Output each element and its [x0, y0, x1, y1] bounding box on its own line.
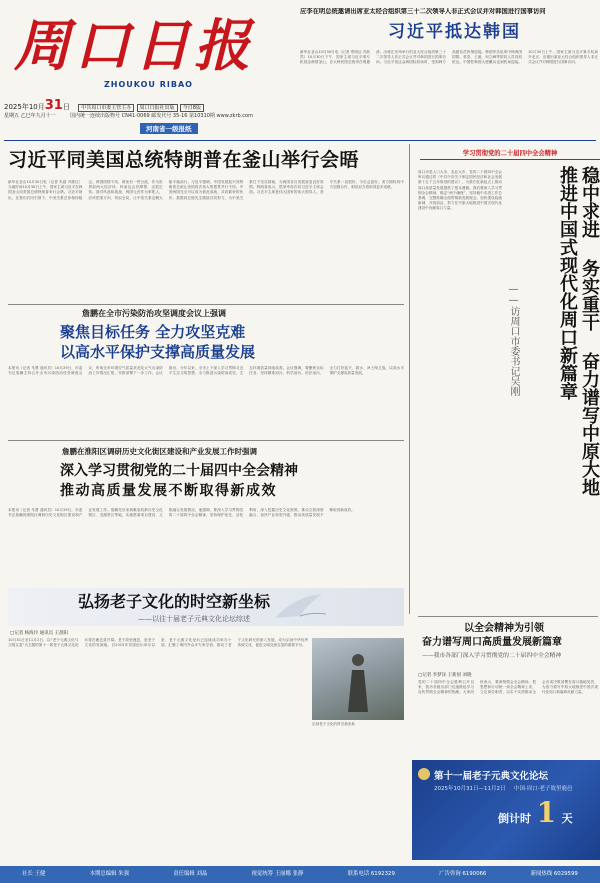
footer-item: 新闻热线 6029599	[530, 871, 578, 877]
laozi-body: 10月31日至11月2日，以“老子元典文化与文明互鉴”为主题的第十一届老子元典文化论坛将在鹿邑县开幕。老子故里鹿邑，是老子文化的发源地。自2015年首届论坛举办以来，老子元典文化论坛已连续成功举办十届，汇聚了海内外众多专家学者，推动了老子文化研究的深入发展，成为弘扬中华优秀传统文化、促进文明交流互鉴的重要平台。	[8, 638, 308, 648]
laozi-subtitle: ——以往十届老子元典文化论坛综述	[138, 615, 250, 623]
date-line	[4, 98, 294, 113]
date-suffix: 日	[62, 103, 70, 111]
top-story-body: 新华社釜山10月30日电（记者 郑明达 冯歆然）10月30日下午，国家主席习近平乘专机抵达韩国釜山，应大韩民国总统李在明邀请，出席在庆州举行的亚太经合组织第三十二次领导人非正式会议并对韩国进行国事访问。习近平抵达金海国际机场时，受到韩方高级官员热情迎接。韩国军乐队奏中韩两国国歌。蔡奇、王毅、何立峰等陪同人员同机抵达。中国驻韩国大使戴兵也到机场迎接。10月30日上午，国家主席习近平乘专机离开北京，应邀出席亚太经合组织领导人非正式会议并对韩国进行国事访问。	[300, 50, 598, 65]
top-story-subtitle: 应李在明总统邀请出席亚太经合组织第三十二次领导人非正式会议并对韩国进行国事访问	[300, 8, 546, 15]
footer-item: 社长 王健	[22, 871, 46, 877]
ad-countdown	[498, 796, 573, 829]
main-story-body: 新华社釜山10月30日电（记者 朱超 乔继红）当地时间10月30日上午，国家主席习近平在韩国釜山同美国总统特朗普举行会晤。习近平指出，在我们共同引领下，中美关系总体保持稳定。两国国情不同，难免有一些分歧，作为世界前两大经济体，时而也会有摩擦，这很正常。面对风浪和挑战，两国元首作为掌舵人，应该把准方向、驾驭全局，让中美关系这艘大船平稳前行。习近平强调，中国发展振兴同特朗普总统让美国再次伟大的愿景并行不悖。中美两国完全可以成为彼此成就、共同繁荣的伙伴。我愿同总统先生继续共同努力，为中美关系打下坚实基础，为两国各自发展营造良好氛围。特朗普表示，很荣幸再次同习近平主席会面。习近平主席是伟大国家的伟大领导人。美中关系一直很好，今后会更好。美方期待同中方加强合作，相信双方将取得更多成就。	[8, 180, 404, 200]
lead-title-1: 以全会精神为引领	[464, 623, 544, 634]
forum-ad	[412, 760, 600, 860]
story-huaiyang	[0, 440, 408, 582]
pollution-title-1: 聚焦目标任务 全力攻坚克难	[60, 323, 246, 341]
laozi-photo	[312, 638, 404, 720]
pollution-body: 本报讯（记者 朱勇 通讯员）10月29日，市委书记詹鹏主持召开全市污染防治攻坚调度会议，听取全市环境空气质量状况及大气污染防治工作情况汇报，安排部署下一步工作。会议指出，今年以来，全市上下深入学习贯彻习近平生态文明思想，全力推进污染防治攻坚，生态环境质量持续改善。会议强调，要聚焦目标任务，坚持精准治污、科学治污、依法治污，全力打好蓝天、碧水、净土保卫战，以高水平保护支撑高质量发展。	[8, 366, 404, 376]
top-story	[298, 0, 600, 140]
laozi-photo-caption: 弘扬老子文化的时空新坐标	[312, 722, 356, 726]
footer-item: 广告咨询 6190066	[439, 871, 487, 877]
cn-code: 国内统一连续出版物号 CN41-0069	[70, 113, 150, 119]
pollution-kicker: 詹鹏在全市污染防治攻坚调度会议上强调	[82, 308, 226, 318]
website: www.zkrb.com	[216, 113, 253, 119]
footer-item: 视觉统筹 王丽娜 张静	[251, 871, 304, 877]
sidebar-subtitle: ——访周口市委书记吴刚	[508, 284, 519, 396]
footer-item: 联系电话 6192329	[347, 871, 395, 877]
main-story	[0, 144, 408, 304]
pollution-title-2: 以高水平保护支撑高质量发展	[60, 343, 256, 361]
sponsor-2: 周口日报社出版	[137, 104, 178, 112]
date-prefix: 2025年10月	[4, 103, 45, 111]
newspaper-logo: 周口日报	[14, 13, 254, 79]
pages-count: 今日8版	[180, 104, 204, 112]
sponsor-1: 中共周口市委主管主办	[78, 104, 134, 112]
sidebar-label: 学习贯彻党的二十届四中全会精神	[420, 148, 600, 160]
footer-item: 本期总编辑 朱强	[89, 871, 130, 877]
sidebar-interview	[412, 144, 600, 614]
weekday-line: 星期五 乙巳年九月十一	[4, 113, 56, 119]
top-story-title: 习近平抵达韩国	[388, 22, 521, 42]
date-day: 31	[44, 98, 63, 113]
ad-title: 第十一届老子元典文化论坛	[434, 771, 549, 782]
post-code: 邮发代号 35-16	[151, 113, 188, 119]
newspaper-pinyin: ZHOUKOU RIBAO	[104, 80, 193, 89]
issue-number: 第10310期	[189, 113, 215, 119]
divider-lead	[418, 616, 598, 617]
photo-figure-icon	[340, 650, 376, 714]
huaiyang-kicker: 詹鹏在淮阳区调研历史文化街区建设和产业发展工作时强调	[62, 447, 257, 456]
ad-countdown-label: 倒计时	[498, 812, 531, 825]
lead-title-2: 奋力谱写周口高质量发展新篇章	[422, 637, 562, 648]
lead-body: 党的二十届四中全会胜利召开以来，我市各级各部门迅速掀起学习宣传贯彻全会精神的热潮。大家纷纷表示，要深刻领会全会精神，把思想和行动统一到全会精神上来，立足岗位职责，以实干实绩推动全会各项决策部署在周口落地见效，为奋力谱写中原大地推进中国式现代化周口新篇章贡献力量。	[418, 680, 598, 695]
sidebar-body: 周口市是人口大市、农业大市，党的二十届四中全会审议通过的《中共中央关于制定国民经济和社会发展第十五个五年规划的建议》，为我们在新起点上推动周口高质量发展提供了根本遵循。我们要深入学习贯彻全会精神，锚定“两个确保”，坚持稳中求进工作总基调，完整准确全面贯彻新发展理念，加快建设临港新城、开放前沿，努力在中原大地推进中国式现代化建设中贡献周口力量。	[418, 170, 502, 211]
award-badge: 河南省一级报纸	[140, 123, 198, 134]
ad-date: 2025年10月31日—11月2日	[434, 786, 506, 792]
divider-huaiyang	[8, 440, 404, 441]
main-story-title: 习近平同美国总统特朗普在釜山举行会晤	[8, 149, 360, 171]
ad-place: 中国·周口·老子故里鹿邑	[514, 786, 573, 792]
crane-icon	[270, 590, 330, 626]
story-laozi	[0, 584, 408, 862]
divider-pollution	[8, 304, 404, 305]
laozi-byline: □记者 杨海玲 通讯员 王晨阳	[10, 631, 69, 636]
huaiyang-body: 本报讯（记者 朱勇 通讯员）10月29日，市委书记詹鹏到淮阳区调研历史文化街区建设和产业发展工作。詹鹏先后来到羲皇故都历史文化街区、龙湖景区等地，实地察看项目建设、文旅融合发展情况。他强调，要深入学习贯彻党的二十届四中全会精神，坚持保护优先、活化利用，深入挖掘历史文化资源，推动文旅深度融合，加快产业转型升级，推动高质量发展不断取得新成效。	[8, 508, 355, 518]
divider-vertical	[409, 144, 410, 614]
story-pollution	[0, 304, 408, 438]
lead-byline: □记者 李梦泽 王新国 刘晓	[418, 673, 472, 678]
laozi-title: 弘扬老子文化的时空新坐标	[78, 592, 271, 611]
huaiyang-title-1: 深入学习贯彻党的二十届四中全会精神	[60, 463, 298, 479]
huaiyang-title-2: 推动高质量发展不断取得新成效	[60, 483, 277, 499]
footer-bar	[0, 866, 600, 883]
ad-countdown-unit: 天	[561, 812, 573, 825]
ad-logo-icon	[418, 768, 430, 780]
footer-item: 责任编辑 刘晶	[173, 871, 208, 877]
publication-codes	[70, 112, 253, 119]
lead-subtitle: ——我市各部门深入学习贯彻党的二十届四中全会精神	[422, 653, 562, 659]
ad-countdown-number: 1	[536, 796, 557, 829]
sidebar-title: 稳中求进 务实重干 奋力谱写中原大地推进中国式现代化周口新篇章	[557, 166, 600, 496]
masthead-rule	[4, 140, 596, 141]
